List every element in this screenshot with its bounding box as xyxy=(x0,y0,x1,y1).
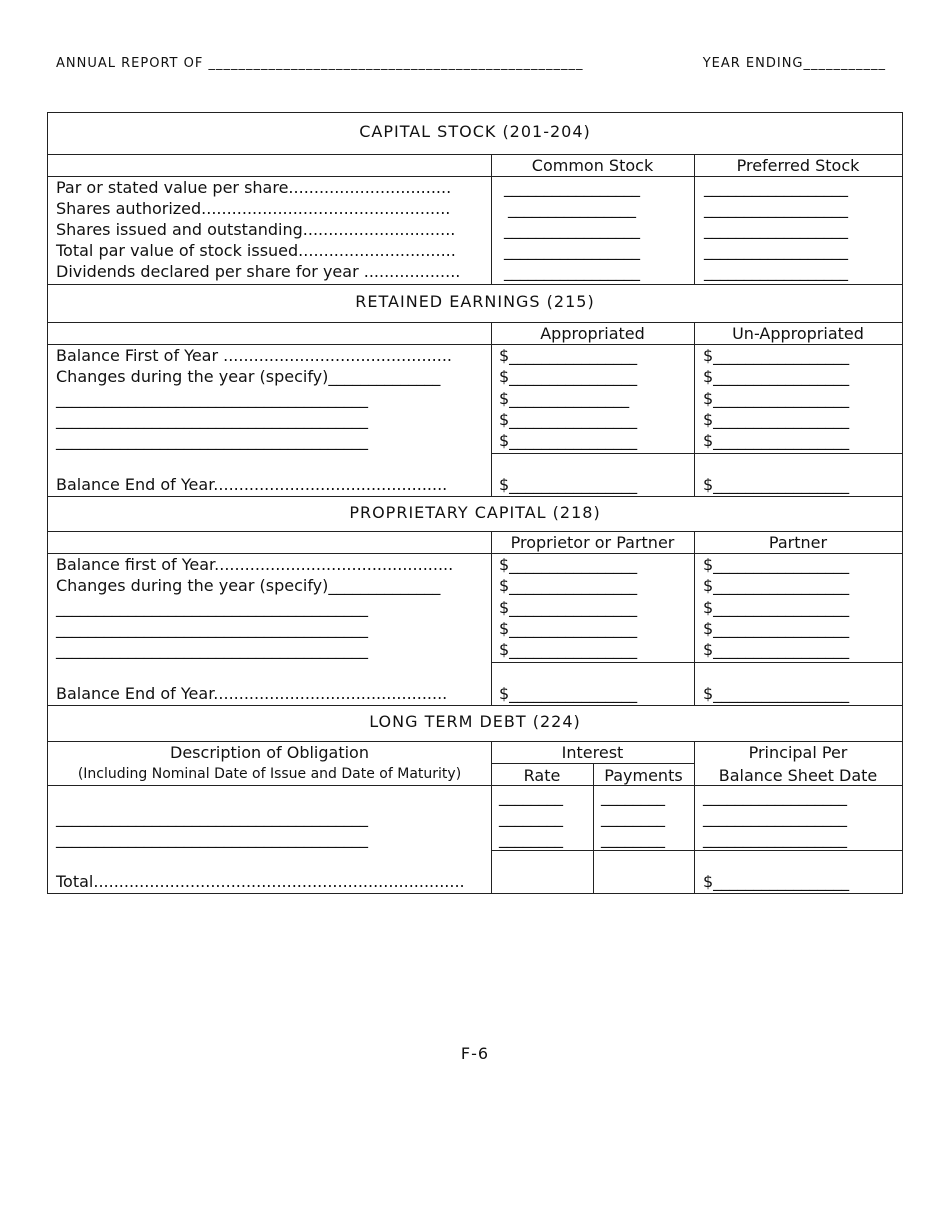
ltd-payments-field[interactable]: ________ xyxy=(601,829,665,848)
shares-authorized-common-field[interactable]: ________________ xyxy=(508,199,636,218)
section-divider xyxy=(48,496,902,497)
pc-partner-field[interactable]: $_________________ xyxy=(703,555,850,574)
pc-changes-label[interactable]: Changes during the year (specify)______________ xyxy=(56,576,441,595)
dividends-preferred-field[interactable]: __________________ xyxy=(704,262,848,281)
pc-partner-field[interactable]: $_________________ xyxy=(703,576,850,595)
pc-change-line[interactable]: _______________________________________ xyxy=(56,598,368,617)
re-change-line[interactable]: _______________________________________ xyxy=(56,431,368,450)
principal-header: Principal Per xyxy=(748,743,848,762)
pc-balance-end-partner-field[interactable]: $_________________ xyxy=(703,684,850,703)
pc-balance-end-label: Balance End of Year.............................................. xyxy=(56,684,448,703)
par-value-label: Par or stated value per share................................ xyxy=(56,178,452,197)
column-divider xyxy=(694,531,695,705)
report-header xyxy=(56,56,886,71)
pc-proprietor-field[interactable]: $________________ xyxy=(499,619,638,638)
ltd-rate-field[interactable]: ________ xyxy=(499,829,563,848)
pc-proprietor-field[interactable]: $________________ xyxy=(499,576,638,595)
pc-change-line[interactable]: _______________________________________ xyxy=(56,619,368,638)
re-unappropriated-field[interactable]: $_________________ xyxy=(703,410,850,429)
total-par-value-preferred-field[interactable]: __________________ xyxy=(704,241,848,260)
re-appropriated-field[interactable]: $________________ xyxy=(499,410,638,429)
re-balance-end-appropriated-field[interactable]: $________________ xyxy=(499,475,638,494)
re-appropriated-field[interactable]: $_______________ xyxy=(499,389,630,408)
section-divider xyxy=(48,284,902,285)
partner-header: Partner xyxy=(768,533,828,552)
retained-earnings-title: RETAINED EARNINGS (215) xyxy=(355,292,595,311)
re-balance-end-unappropriated-field[interactable]: $_________________ xyxy=(703,475,850,494)
total-par-value-common-field[interactable]: _________________ xyxy=(504,241,640,260)
long-term-debt-title: LONG TERM DEBT (224) xyxy=(369,712,581,731)
ltd-description-line[interactable]: _______________________________________ xyxy=(56,808,368,827)
pc-partner-field[interactable]: $_________________ xyxy=(703,619,850,638)
re-unappropriated-field[interactable]: $_________________ xyxy=(703,346,850,365)
divider xyxy=(491,763,694,764)
preferred-stock-header: Preferred Stock xyxy=(736,156,860,175)
rate-header: Rate xyxy=(523,766,561,785)
pc-balance-first-label: Balance first of Year............................................... xyxy=(56,555,454,574)
dividends-common-field[interactable]: _________________ xyxy=(504,262,640,281)
pc-proprietor-field[interactable]: $________________ xyxy=(499,598,638,617)
pc-partner-field[interactable]: $_________________ xyxy=(703,598,850,617)
re-changes-label[interactable]: Changes during the year (specify)______________ xyxy=(56,367,441,386)
shares-issued-common-field[interactable]: _________________ xyxy=(504,220,640,239)
ltd-principal-field[interactable]: __________________ xyxy=(703,829,847,848)
column-divider xyxy=(491,531,492,705)
shares-issued-label: Shares issued and outstanding.............................. xyxy=(56,220,456,239)
re-unappropriated-field[interactable]: $_________________ xyxy=(703,367,850,386)
re-unappropriated-field[interactable]: $_________________ xyxy=(703,431,850,450)
pc-proprietor-field[interactable]: $________________ xyxy=(499,640,638,659)
ltd-total-field[interactable]: $_________________ xyxy=(703,872,850,891)
ltd-rate-field[interactable]: ________ xyxy=(499,787,563,806)
payments-header: Payments xyxy=(604,766,683,785)
ltd-description-line[interactable]: _______________________________________ xyxy=(56,829,368,848)
dividends-declared-label: Dividends declared per share for year ................... xyxy=(56,262,461,281)
principal-subheader: Balance Sheet Date xyxy=(718,766,878,785)
unappropriated-header: Un-Appropriated xyxy=(732,324,864,343)
pc-proprietor-field[interactable]: $________________ xyxy=(499,555,638,574)
divider xyxy=(491,850,902,851)
re-unappropriated-field[interactable]: $_________________ xyxy=(703,389,850,408)
re-balance-end-label: Balance End of Year.............................................. xyxy=(56,475,448,494)
re-appropriated-field[interactable]: $________________ xyxy=(499,346,638,365)
ltd-principal-field[interactable]: __________________ xyxy=(703,808,847,827)
divider xyxy=(491,662,902,663)
pc-change-line[interactable]: _______________________________________ xyxy=(56,640,368,659)
par-value-common-field[interactable]: _________________ xyxy=(504,178,640,197)
pc-partner-field[interactable]: $_________________ xyxy=(703,640,850,659)
financial-form xyxy=(47,112,903,894)
proprietary-capital-title: PROPRIETARY CAPITAL (218) xyxy=(349,503,601,522)
description-header: Description of Obligation xyxy=(170,743,369,762)
shares-authorized-label: Shares authorized................................................. xyxy=(56,199,451,218)
ltd-payments-field[interactable]: ________ xyxy=(601,787,665,806)
interest-header: Interest xyxy=(561,743,624,762)
column-divider xyxy=(694,322,695,496)
divider xyxy=(491,453,902,454)
page-number: F-6 xyxy=(460,1044,490,1063)
ltd-principal-field[interactable]: __________________ xyxy=(703,787,847,806)
appropriated-header: Appropriated xyxy=(540,324,645,343)
column-divider xyxy=(694,741,695,893)
ltd-rate-field[interactable]: ________ xyxy=(499,808,563,827)
ltd-payments-field[interactable]: ________ xyxy=(601,808,665,827)
re-balance-first-label: Balance First of Year ............................................. xyxy=(56,346,452,365)
description-subheader: (Including Nominal Date of Issue and Date of Maturity) xyxy=(77,766,462,782)
common-stock-header: Common Stock xyxy=(531,156,654,175)
re-change-line[interactable]: _______________________________________ xyxy=(56,410,368,429)
re-appropriated-field[interactable]: $________________ xyxy=(499,431,638,450)
par-value-preferred-field[interactable]: __________________ xyxy=(704,178,848,197)
column-divider xyxy=(491,322,492,496)
pc-balance-end-proprietor-field[interactable]: $________________ xyxy=(499,684,638,703)
annual-report-of-field[interactable]: ANNUAL REPORT OF __________________________________________________ xyxy=(56,56,584,71)
shares-issued-preferred-field[interactable]: __________________ xyxy=(704,220,848,239)
re-appropriated-field[interactable]: $________________ xyxy=(499,367,638,386)
total-par-value-label: Total par value of stock issued............................... xyxy=(56,241,456,260)
shares-authorized-preferred-field[interactable]: __________________ xyxy=(704,199,848,218)
re-change-line[interactable]: _______________________________________ xyxy=(56,389,368,408)
proprietor-header: Proprietor or Partner xyxy=(510,533,675,552)
capital-stock-title: CAPITAL STOCK (201-204) xyxy=(359,122,591,141)
section-divider xyxy=(48,705,902,706)
year-ending-field[interactable]: YEAR ENDING___________ xyxy=(702,56,886,71)
ltd-total-label: Total......................................................................... xyxy=(56,872,465,891)
